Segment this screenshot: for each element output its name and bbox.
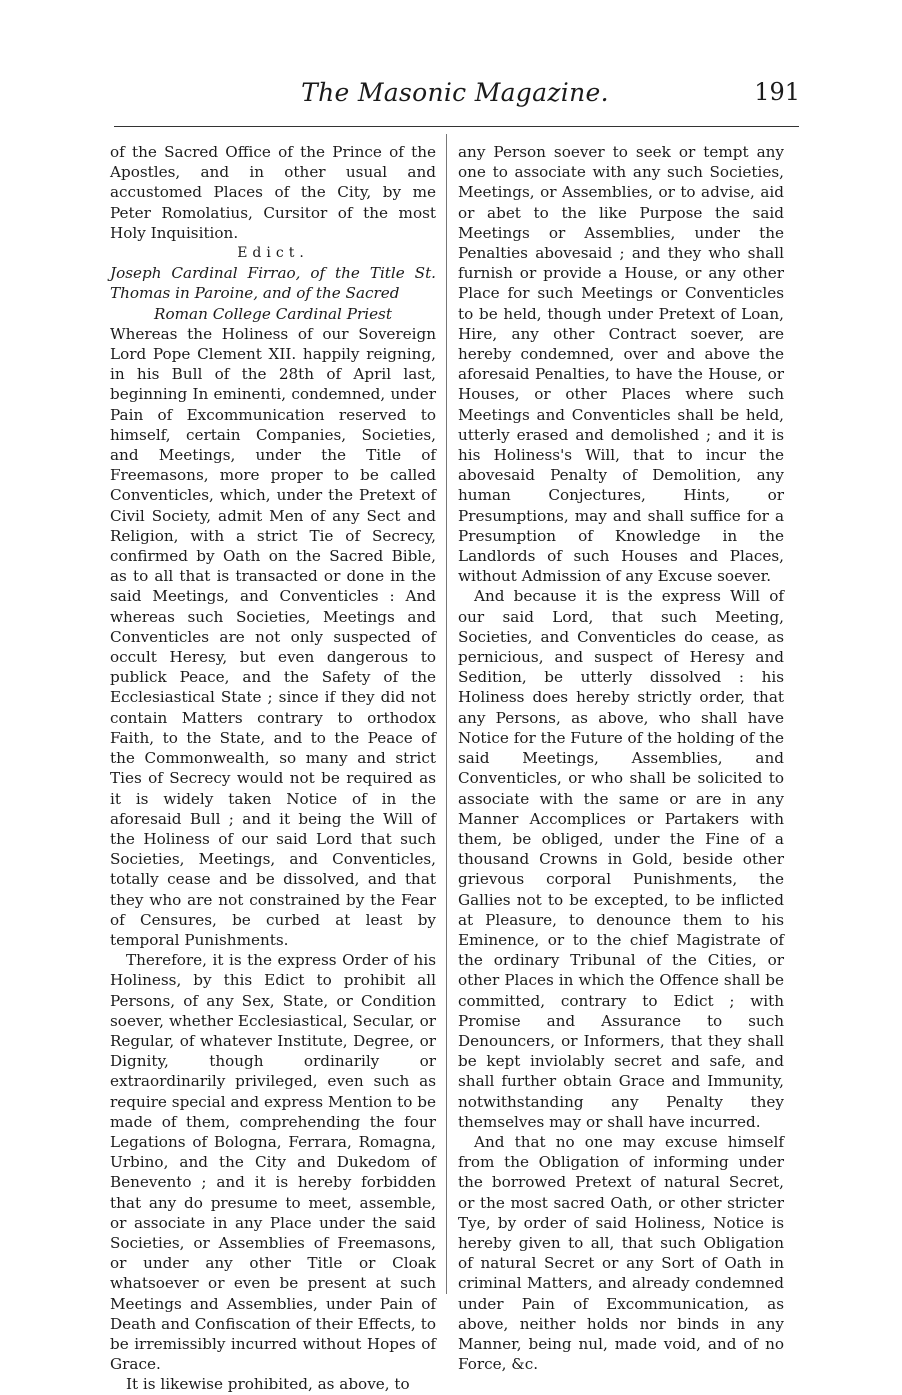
- paragraph: of the Sacred Office of the Prince of the Apostles, and in other usual and accustomed Places of the City, by me Peter Romolatius, Cursitor of the most Holy Inquisition.: [110, 143, 436, 242]
- running-title: The Masonic Magazine.: [301, 78, 609, 107]
- paragraph: Therefore, it is the express Order of his Holiness, by this Edict to prohibit all Persons, of any Sex, State, or Condition soever, whether Ecclesiastical, Secular, or Regular, of whatever Institute, Degree, or Dignity, though ordinarily or extraordinarily privileged, even such as require special and express Mention to be made of them, comprehending the four Legations of Bologna, Ferrara, Romagna, Urbino, and the City and Dukedom of Benevento ; and it is hereby forbidden that any do presume to meet, assemble, or associate in any Place under the said Societies, or Assemblies of Freemasons, or under any other Title or Cloak whatsoever or even be present at such Meetings and Assemblies, under Pain of Death and Confiscation of their Effects, to be irremissibly incurred without Hopes of Grace.: [110, 951, 436, 1374]
- paragraph: Whereas the Holiness of our Sovereign Lord Pope Clement XII. happily reigning, in his Bull of the 28th of April last, beginning In eminenti, condemned, under Pain of Excommunication reserved to himself, certain Companies, Societies, and Meetings, under the Title of Freemasons, more proper to be called Conventicles, which, under the Pretext of Civil Society, admit Men of any Sect and Religion, with a strict Tie of Secrecy, confirmed by Oath on the Sacred Bible, as to all that is transacted or done in the said Meetings, and Conventicles : And whereas such Societies, Meetings and Conventicles are not only suspected of occult Heresy, but even dangerous to publick Peace, and the Safety of the Ecclesiastical State ; since if they did not contain Matters contrary to orthodox Faith, to the State, and to the Peace of the Commonwealth, so many and strict Ties of Secrecy would not be required as it is widely taken Notice of in the aforesaid Bull ; and it being the Will of the Holiness of our said Lord that such Societies, Meetings, and Conventicles, totally cease and be dissolved, and that they who are not constrained by the Fear of Censures, be curbed at least by temporal Punishments.: [110, 324, 436, 949]
- page-header: [110, 78, 800, 118]
- paragraph: It is likewise prohibited, as above, to: [126, 1375, 410, 1394]
- left-column: [110, 142, 436, 1395]
- cardinal-title: Joseph Cardinal Firrao, of the Title St. Thomas in Paroine, and of the Sacred: [110, 264, 436, 303]
- column-divider: [446, 134, 447, 1294]
- edict-heading: Edict.: [237, 245, 309, 262]
- paragraph: any Person soever to seek or tempt any one to associate with any such Societies, Meetings, or Assemblies, or to advise, aid or abet to the like Purpose the said Meetings or Assemblies, under the Penalties abovesaid ; and they who shall furnish or provide a House, or any other Place for such Meetings or Conventicles to be held, though under Pretext of Loan, Hire, any other Contract soever, are hereby condemned, over and above the aforesaid Penalties, to have the House, or Houses, or other Places where such Meetings and Conventicles shall be held, utterly erased and demolished ; and it is his Holiness's Will, that to incur the abovesaid Penalty of Demolition, any human Conjectures, Hints, or Presumptions, may and shall suffice for a Presumption of Knowledge in the Landlords of such Houses and Places, without Admission of any Excuse soever.: [458, 143, 784, 586]
- header-rule: [114, 126, 799, 127]
- cardinal-title-continued: Roman College Cardinal Priest: [154, 304, 392, 323]
- paragraph: And that no one may excuse himself from the Obligation of informing under the borrowed Pretext of natural Secret, or the most sacred Oath, or other stricter Tye, by order of said Holiness, Notice is hereby given to all, that such Obligation of natural Secret or any Sort of Oath in criminal Matters, and already condemned under Pain of Excommunication, as above, neither holds nor binds in any Manner, being nul, made void, and of no Force, &c.: [458, 1132, 784, 1374]
- paragraph: And because it is the express Will of our said Lord, that such Meeting, Societies, and Conventicles do cease, as pernicious, and suspect of Heresy and Sedition, be utterly dissolved : his Holiness does hereby strictly order, that any Persons, as above, who shall have Notice for the Future of the holding of the said Meetings, Assemblies, and Conventicles, or who shall be solicited to associate with the same or are in any Manner Accomplices or Partakers with them, be obliged, under the Fine of a thousand Crowns in Gold, beside other grievous corporal Punishments, the Gallies not to be excepted, to be inflicted at Pleasure, to denounce them to his Eminence, or to the chief Magistrate of the ordinary Tribunal of the Cities, or other Places in which the Offence shall be committed, contrary to Edict ; with Promise and Assurance to such Denouncers, or Informers, that they shall be kept inviolably secret and safe, and shall further obtain Grace and Immunity, notwithstanding any Penalty they themselves may or shall have incurred.: [458, 587, 784, 1131]
- right-column: [458, 142, 784, 1374]
- page-number: 191: [754, 78, 800, 106]
